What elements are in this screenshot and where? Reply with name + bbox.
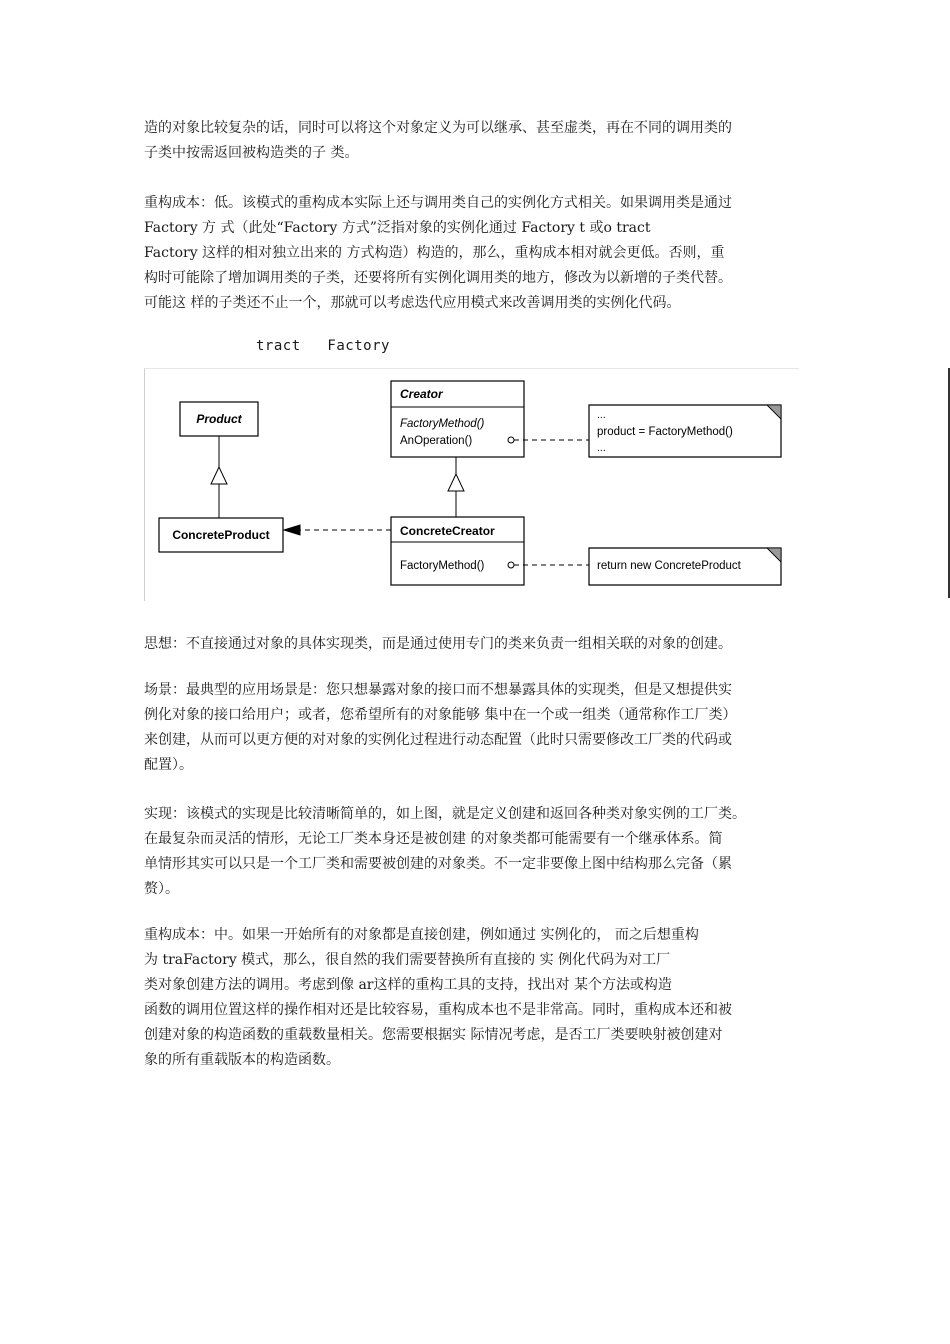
note-line: return new ConcreteProduct <box>597 560 741 572</box>
creator-code-note <box>589 405 781 457</box>
paragraph-refactor-cost-medium <box>144 923 808 1073</box>
text-line: 类对象创建方法的调用。考虑到像 ar这样的重构工具的支持，找出对 某个方法或构造 <box>144 977 672 993</box>
creator-class-box <box>391 381 524 457</box>
product-class-name: Product <box>196 412 242 426</box>
text-line: 函数的调用位置这样的操作相对还是比较容易，重构成本也不是非常高。同时，重构成本还和被 <box>144 1002 732 1018</box>
note-line: ... <box>597 442 606 454</box>
paragraph-implementation <box>144 802 808 902</box>
text-line: 单情形其实可以只是一个工厂类和需要被创建的对象类。不一定非要像上图中结构那么完备（累 <box>144 856 732 872</box>
text-line: Factory 这样的相对独立出来的 方式构造）构造的，那么，重构成本相对就会更低。否则，重 <box>144 245 725 261</box>
text-line: 重构成本：低。该模式的重构成本实际上还与调用类自己的实例化方式相关。如果调用类是通过 <box>144 195 732 211</box>
text-line: 实现：该模式的实现是比较清晰简单的，如上图，就是定义创建和返回各种类对象实例的工厂类。 <box>144 806 746 822</box>
creator-class-name: Creator <box>400 387 443 401</box>
text-line: 为 traFactory 模式，那么，很自然的我们需要替换所有直接的 实 例化代码为对工厂 <box>144 952 671 968</box>
text-line: 配置）。 <box>144 757 193 773</box>
text-line: 象的所有重载版本的构造函数。 <box>144 1052 340 1068</box>
concrete-creator-code-note <box>589 548 781 585</box>
concrete-creator-class-box <box>391 517 524 585</box>
text-line: 子类中按需返回被构造类的子 类。 <box>144 145 359 161</box>
text-line: 在最复杂而灵活的情形，无论工厂类本身还是被创建 的对象类都可能需要有一个继承体系。简 <box>144 831 723 847</box>
creator-method-factory: FactoryMethod() <box>400 418 485 430</box>
text-line: 重构成本：中。如果一开始所有的对象都是直接创建，例如通过 实例化的， 而之后想重构 <box>144 927 699 943</box>
factory-method-uml-diagram <box>144 368 799 601</box>
text-line: 造的对象比较复杂的话，同时可以将这个对象定义为可以继承、甚至虚类，再在不同的调用类的 <box>144 120 732 136</box>
product-class-box <box>180 402 258 436</box>
text-line: 构时可能除了增加调用类的子类，还要将所有实例化调用类的地方，修改为以新增的子类代替。 <box>144 270 732 286</box>
product-inheritance-arrow <box>211 436 227 518</box>
paragraph-refactor-cost-low <box>144 191 808 316</box>
text-line: Factory 方 式（此处“Factory 方式”泛指对象的实例化通过 Factory t 或o tract <box>144 220 651 236</box>
text-line: 可能这 样的子类还不止一个，那就可以考虑迭代应用模式来改善调用类的实例化代码。 <box>144 295 681 311</box>
creator-method-anoperation: AnOperation() <box>400 435 473 447</box>
text-line: 创建对象的构造函数的重载数量相关。您需要根据实 际情况考虑，是否工厂类要映射被创建对 <box>144 1027 723 1043</box>
text-line: 例化对象的接口给用户；或者，您希望所有的对象能够 集中在一个或一组类（通常称作工厂类） <box>144 707 737 723</box>
text-line: 来创建，从而可以更方便的对对象的实例化过程进行动态配置（此时只需要修改工厂类的代码或 <box>144 732 732 748</box>
concrete-product-class-name: ConcreteProduct <box>172 528 270 542</box>
text-line: 场景：最典型的应用场景是：您只想暴露对象的接口而不想暴露具体的实现类，但是又想提供实 <box>144 682 732 698</box>
creates-dependency-arrow <box>284 525 391 535</box>
text-line: 赘）。 <box>144 881 179 897</box>
concrete-creator-class-name: ConcreteCreator <box>400 524 495 538</box>
concrete-creator-method-factory: FactoryMethod() <box>400 560 485 572</box>
creator-inheritance-arrow <box>448 457 464 517</box>
paragraph-idea <box>144 632 808 657</box>
note-line: product = FactoryMethod() <box>597 426 733 438</box>
paragraph-intro <box>144 116 808 166</box>
text-line: 思想：不直接通过对象的具体实现类，而是通过使用专门的类来负责一组相关联的对象的创建。 <box>144 636 732 652</box>
figure-caption: tract Factory <box>256 338 390 354</box>
concrete-product-class-box <box>159 518 283 552</box>
paragraph-scenario <box>144 678 808 778</box>
note-line: ... <box>597 409 606 421</box>
